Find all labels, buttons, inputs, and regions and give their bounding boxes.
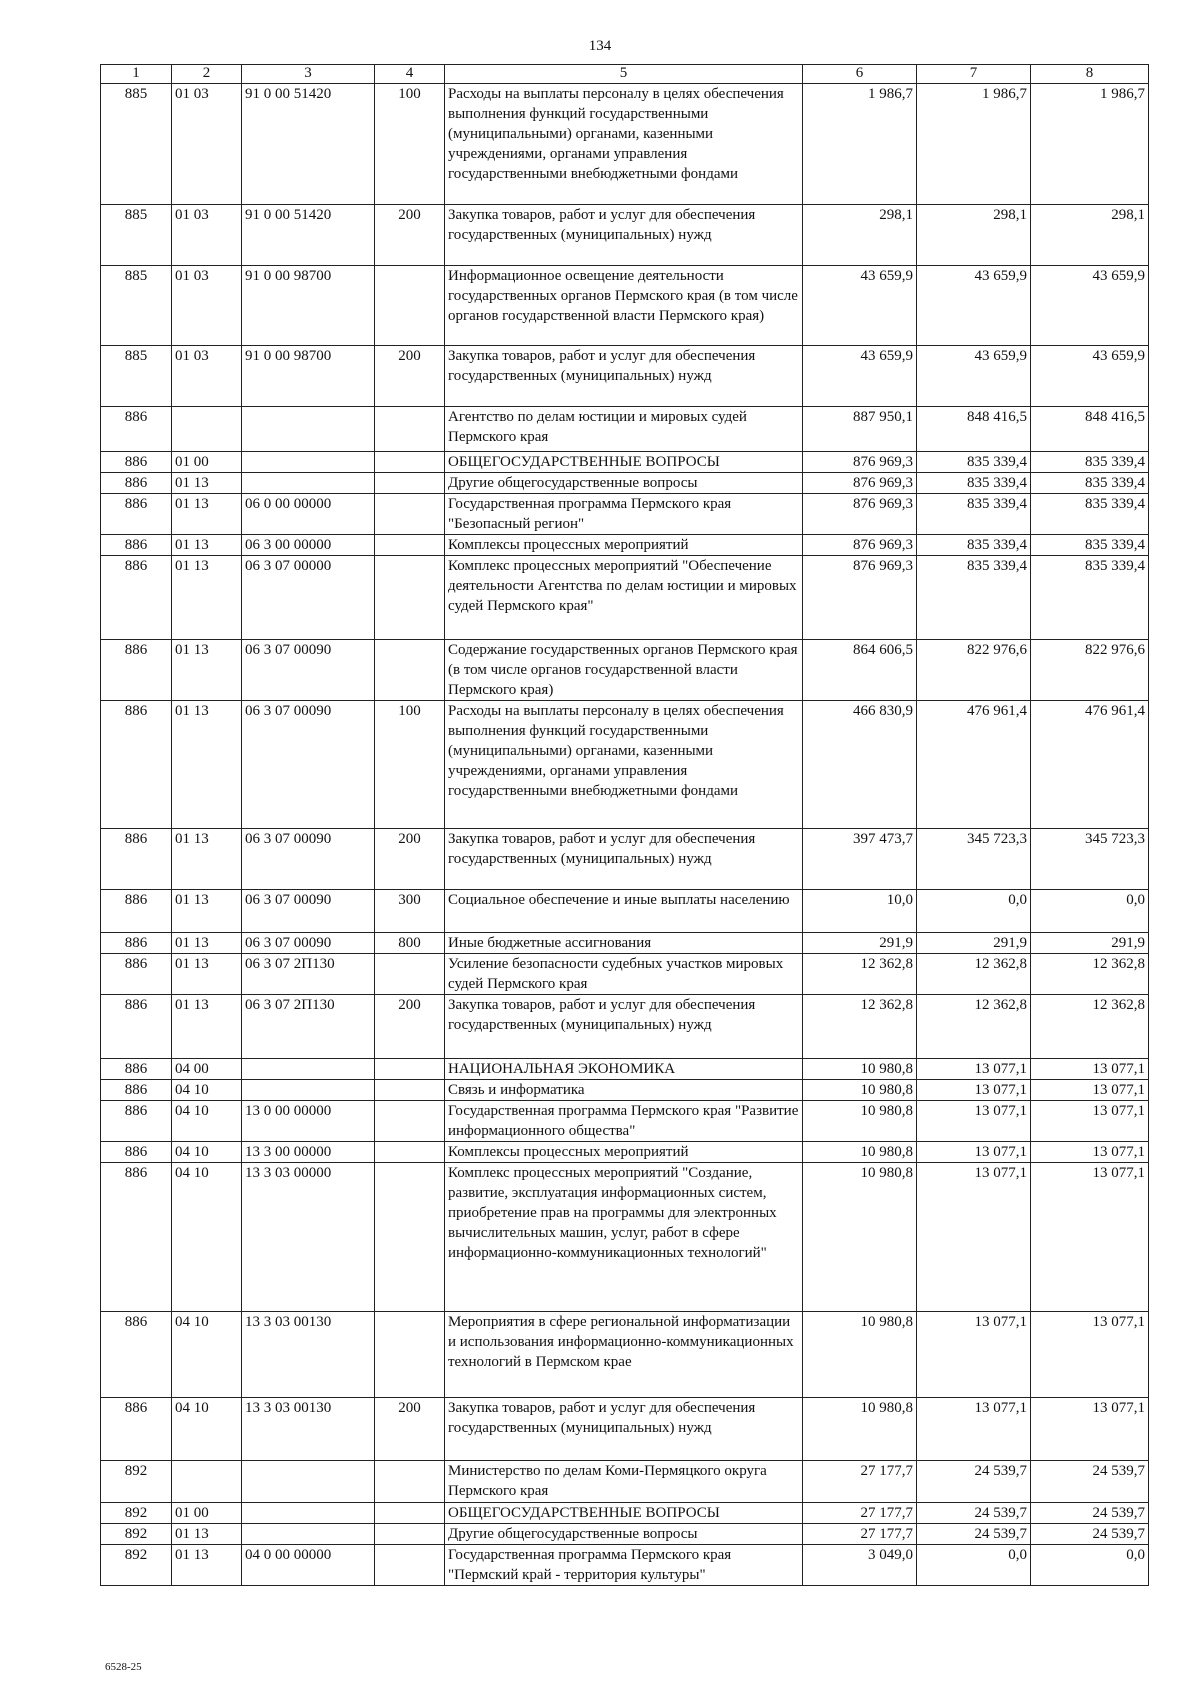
row-expense-type — [375, 954, 445, 995]
row-section-code: 01 13 — [172, 829, 242, 890]
page-number: 134 — [588, 38, 612, 54]
row-target-code — [242, 1524, 375, 1545]
row-description: Закупка товаров, работ и услуг для обеспечения государственных (муниципальных) нужд — [445, 1398, 803, 1461]
row-amount-col6: 10 980,8 — [803, 1398, 917, 1461]
row-description: Комплексы процессных мероприятий — [445, 1142, 803, 1163]
row-amount-col6: 298,1 — [803, 205, 917, 266]
row-expense-type: 100 — [375, 84, 445, 205]
row-amount-col6: 12 362,8 — [803, 995, 917, 1059]
row-expense-type — [375, 494, 445, 535]
row-expense-type: 200 — [375, 346, 445, 407]
row-description: Информационное освещение деятельности государственных органов Пермского края (в том числе органов государственной власти Пермского края) — [445, 266, 803, 346]
row-amount-col7: 835 339,4 — [917, 452, 1031, 473]
table-row — [101, 205, 1149, 266]
row-section-code: 01 13 — [172, 494, 242, 535]
row-target-code: 06 3 07 00090 — [242, 829, 375, 890]
row-amount-col7: 345 723,3 — [917, 829, 1031, 890]
table-row — [101, 535, 1149, 556]
row-description: НАЦИОНАЛЬНАЯ ЭКОНОМИКА — [445, 1059, 803, 1080]
row-expense-type — [375, 1101, 445, 1142]
row-description: Комплекс процессных мероприятий "Создание, развитие, эксплуатация информационных систем, приобретение прав на программы для электронных вычислительных машин, услуг, работ в сфере информационно-коммуникационных технологий" — [445, 1163, 803, 1312]
row-amount-col7: 0,0 — [917, 1545, 1031, 1586]
row-admin-code: 886 — [101, 933, 172, 954]
row-amount-col7: 24 539,7 — [917, 1461, 1031, 1503]
row-section-code: 01 03 — [172, 346, 242, 407]
table-row — [101, 266, 1149, 346]
row-section-code: 01 03 — [172, 205, 242, 266]
row-target-code: 06 3 07 2П130 — [242, 995, 375, 1059]
row-expense-type — [375, 640, 445, 701]
row-target-code — [242, 452, 375, 473]
table-row — [101, 1503, 1149, 1524]
row-amount-col8: 43 659,9 — [1031, 346, 1149, 407]
row-expense-type: 200 — [375, 829, 445, 890]
column-header: 2 — [172, 65, 242, 84]
row-amount-col8: 835 339,4 — [1031, 452, 1149, 473]
row-target-code — [242, 1503, 375, 1524]
row-amount-col7: 822 976,6 — [917, 640, 1031, 701]
table-row — [101, 1059, 1149, 1080]
table-row — [101, 1545, 1149, 1586]
row-admin-code: 885 — [101, 346, 172, 407]
row-target-code: 13 3 03 00000 — [242, 1163, 375, 1312]
column-header: 4 — [375, 65, 445, 84]
row-expense-type: 800 — [375, 933, 445, 954]
table-row — [101, 473, 1149, 494]
row-amount-col7: 12 362,8 — [917, 995, 1031, 1059]
row-admin-code: 886 — [101, 995, 172, 1059]
row-amount-col7: 12 362,8 — [917, 954, 1031, 995]
row-amount-col6: 27 177,7 — [803, 1461, 917, 1503]
row-amount-col6: 887 950,1 — [803, 407, 917, 452]
row-amount-col6: 876 969,3 — [803, 452, 917, 473]
row-description: Мероприятия в сфере региональной информатизации и использования информационно-коммуникационных технологий в Пермском крае — [445, 1312, 803, 1398]
row-amount-col8: 835 339,4 — [1031, 556, 1149, 640]
table-row — [101, 1524, 1149, 1545]
row-amount-col8: 12 362,8 — [1031, 954, 1149, 995]
row-section-code: 01 00 — [172, 1503, 242, 1524]
row-target-code — [242, 473, 375, 494]
row-description: Содержание государственных органов Пермского края (в том числе органов государственной власти Пермского края) — [445, 640, 803, 701]
table-row — [101, 829, 1149, 890]
row-admin-code: 886 — [101, 1142, 172, 1163]
row-description: Закупка товаров, работ и услуг для обеспечения государственных (муниципальных) нужд — [445, 995, 803, 1059]
row-amount-col7: 24 539,7 — [917, 1524, 1031, 1545]
row-target-code: 06 0 00 00000 — [242, 494, 375, 535]
row-target-code — [242, 407, 375, 452]
row-description: Другие общегосударственные вопросы — [445, 1524, 803, 1545]
row-expense-type — [375, 556, 445, 640]
row-amount-col6: 291,9 — [803, 933, 917, 954]
row-amount-col7: 43 659,9 — [917, 346, 1031, 407]
row-amount-col6: 10 980,8 — [803, 1080, 917, 1101]
row-admin-code: 886 — [101, 407, 172, 452]
row-section-code: 04 10 — [172, 1101, 242, 1142]
row-description: Закупка товаров, работ и услуг для обеспечения государственных (муниципальных) нужд — [445, 205, 803, 266]
row-description: Связь и информатика — [445, 1080, 803, 1101]
row-target-code: 04 0 00 00000 — [242, 1545, 375, 1586]
row-amount-col8: 13 077,1 — [1031, 1059, 1149, 1080]
row-amount-col6: 466 830,9 — [803, 701, 917, 829]
row-amount-col8: 835 339,4 — [1031, 494, 1149, 535]
row-amount-col7: 835 339,4 — [917, 473, 1031, 494]
row-target-code: 13 3 00 00000 — [242, 1142, 375, 1163]
row-target-code: 13 0 00 00000 — [242, 1101, 375, 1142]
row-target-code: 91 0 00 51420 — [242, 84, 375, 205]
table-row — [101, 995, 1149, 1059]
row-expense-type — [375, 452, 445, 473]
row-target-code: 91 0 00 51420 — [242, 205, 375, 266]
row-amount-col6: 43 659,9 — [803, 346, 917, 407]
column-header: 8 — [1031, 65, 1149, 84]
row-admin-code: 886 — [101, 1080, 172, 1101]
row-amount-col6: 43 659,9 — [803, 266, 917, 346]
row-target-code: 91 0 00 98700 — [242, 266, 375, 346]
row-amount-col6: 10 980,8 — [803, 1312, 917, 1398]
row-target-code — [242, 1080, 375, 1101]
row-expense-type — [375, 1312, 445, 1398]
row-amount-col6: 10 980,8 — [803, 1101, 917, 1142]
row-description: ОБЩЕГОСУДАРСТВЕННЫЕ ВОПРОСЫ — [445, 1503, 803, 1524]
row-description: Агентство по делам юстиции и мировых судей Пермского края — [445, 407, 803, 452]
row-section-code: 01 03 — [172, 266, 242, 346]
row-amount-col6: 10 980,8 — [803, 1163, 917, 1312]
row-amount-col8: 12 362,8 — [1031, 995, 1149, 1059]
row-section-code: 01 13 — [172, 535, 242, 556]
row-expense-type — [375, 1524, 445, 1545]
row-amount-col8: 13 077,1 — [1031, 1080, 1149, 1101]
row-amount-col6: 876 969,3 — [803, 473, 917, 494]
row-section-code: 01 13 — [172, 954, 242, 995]
row-target-code: 06 3 07 00090 — [242, 701, 375, 829]
row-amount-col6: 876 969,3 — [803, 556, 917, 640]
row-amount-col8: 822 976,6 — [1031, 640, 1149, 701]
row-amount-col8: 291,9 — [1031, 933, 1149, 954]
row-expense-type — [375, 1080, 445, 1101]
row-amount-col6: 10 980,8 — [803, 1142, 917, 1163]
row-amount-col8: 24 539,7 — [1031, 1524, 1149, 1545]
row-admin-code: 886 — [101, 829, 172, 890]
row-amount-col6: 12 362,8 — [803, 954, 917, 995]
row-admin-code: 885 — [101, 266, 172, 346]
row-description: Расходы на выплаты персоналу в целях обеспечения выполнения функций государственными (муниципальными) органами, казенными учреждениями, органами управления государственными внебюджетными фондами — [445, 84, 803, 205]
row-target-code: 06 3 07 2П130 — [242, 954, 375, 995]
document-code: 6528-25 — [105, 1661, 142, 1673]
row-section-code: 04 00 — [172, 1059, 242, 1080]
row-amount-col8: 24 539,7 — [1031, 1503, 1149, 1524]
row-expense-type: 200 — [375, 995, 445, 1059]
table-row — [101, 84, 1149, 205]
row-amount-col6: 10 980,8 — [803, 1059, 917, 1080]
row-expense-type — [375, 1059, 445, 1080]
row-amount-col6: 10,0 — [803, 890, 917, 933]
row-amount-col8: 24 539,7 — [1031, 1461, 1149, 1503]
row-admin-code: 886 — [101, 1312, 172, 1398]
row-target-code: 06 3 07 00090 — [242, 640, 375, 701]
column-header: 5 — [445, 65, 803, 84]
row-amount-col7: 13 077,1 — [917, 1163, 1031, 1312]
row-expense-type — [375, 535, 445, 556]
table-row — [101, 954, 1149, 995]
row-amount-col8: 13 077,1 — [1031, 1142, 1149, 1163]
row-section-code: 04 10 — [172, 1398, 242, 1461]
table-row — [101, 346, 1149, 407]
row-amount-col8: 13 077,1 — [1031, 1398, 1149, 1461]
row-section-code: 01 13 — [172, 890, 242, 933]
row-amount-col7: 13 077,1 — [917, 1312, 1031, 1398]
column-header: 1 — [101, 65, 172, 84]
row-admin-code: 885 — [101, 205, 172, 266]
row-admin-code: 886 — [101, 954, 172, 995]
row-description: Другие общегосударственные вопросы — [445, 473, 803, 494]
row-section-code — [172, 1461, 242, 1503]
row-target-code — [242, 1461, 375, 1503]
row-amount-col6: 3 049,0 — [803, 1545, 917, 1586]
row-section-code: 04 10 — [172, 1163, 242, 1312]
row-section-code: 01 03 — [172, 84, 242, 205]
row-description: Социальное обеспечение и иные выплаты населению — [445, 890, 803, 933]
row-amount-col7: 835 339,4 — [917, 535, 1031, 556]
row-admin-code: 886 — [101, 1163, 172, 1312]
row-expense-type — [375, 1163, 445, 1312]
row-description: ОБЩЕГОСУДАРСТВЕННЫЕ ВОПРОСЫ — [445, 452, 803, 473]
row-description: Государственная программа Пермского края "Развитие информационного общества" — [445, 1101, 803, 1142]
row-admin-code: 886 — [101, 473, 172, 494]
row-amount-col8: 298,1 — [1031, 205, 1149, 266]
row-amount-col7: 1 986,7 — [917, 84, 1031, 205]
row-section-code: 04 10 — [172, 1142, 242, 1163]
column-header: 7 — [917, 65, 1031, 84]
row-section-code: 01 13 — [172, 933, 242, 954]
row-expense-type: 100 — [375, 701, 445, 829]
row-target-code: 13 3 03 00130 — [242, 1312, 375, 1398]
row-amount-col7: 291,9 — [917, 933, 1031, 954]
row-description: Иные бюджетные ассигнования — [445, 933, 803, 954]
row-amount-col7: 13 077,1 — [917, 1398, 1031, 1461]
row-description: Усиление безопасности судебных участков мировых судей Пермского края — [445, 954, 803, 995]
row-amount-col8: 0,0 — [1031, 890, 1149, 933]
row-amount-col6: 27 177,7 — [803, 1503, 917, 1524]
row-description: Государственная программа Пермского края "Пермский край - территория культуры" — [445, 1545, 803, 1586]
row-amount-col6: 1 986,7 — [803, 84, 917, 205]
row-amount-col7: 835 339,4 — [917, 556, 1031, 640]
row-description: Государственная программа Пермского края "Безопасный регион" — [445, 494, 803, 535]
column-header: 6 — [803, 65, 917, 84]
row-description: Закупка товаров, работ и услуг для обеспечения государственных (муниципальных) нужд — [445, 346, 803, 407]
row-admin-code: 886 — [101, 1059, 172, 1080]
row-amount-col8: 476 961,4 — [1031, 701, 1149, 829]
row-target-code: 06 3 00 00000 — [242, 535, 375, 556]
row-amount-col8: 345 723,3 — [1031, 829, 1149, 890]
row-description: Комплексы процессных мероприятий — [445, 535, 803, 556]
row-amount-col8: 835 339,4 — [1031, 535, 1149, 556]
table-row — [101, 1461, 1149, 1503]
row-amount-col6: 876 969,3 — [803, 535, 917, 556]
table-row — [101, 701, 1149, 829]
row-admin-code: 892 — [101, 1461, 172, 1503]
column-number-row — [101, 65, 1149, 84]
row-expense-type — [375, 1142, 445, 1163]
row-amount-col7: 0,0 — [917, 890, 1031, 933]
row-amount-col8: 43 659,9 — [1031, 266, 1149, 346]
row-expense-type: 200 — [375, 1398, 445, 1461]
row-section-code: 04 10 — [172, 1312, 242, 1398]
row-amount-col7: 13 077,1 — [917, 1142, 1031, 1163]
row-expense-type — [375, 1503, 445, 1524]
table-row — [101, 1312, 1149, 1398]
row-amount-col7: 24 539,7 — [917, 1503, 1031, 1524]
row-amount-col7: 13 077,1 — [917, 1101, 1031, 1142]
row-target-code: 06 3 07 00090 — [242, 890, 375, 933]
row-section-code: 01 13 — [172, 701, 242, 829]
table-row — [101, 452, 1149, 473]
row-amount-col8: 13 077,1 — [1031, 1163, 1149, 1312]
table-row — [101, 1080, 1149, 1101]
row-description: Закупка товаров, работ и услуг для обеспечения государственных (муниципальных) нужд — [445, 829, 803, 890]
row-amount-col7: 835 339,4 — [917, 494, 1031, 535]
row-target-code: 13 3 03 00130 — [242, 1398, 375, 1461]
row-expense-type — [375, 473, 445, 494]
row-amount-col7: 43 659,9 — [917, 266, 1031, 346]
row-admin-code: 886 — [101, 640, 172, 701]
row-admin-code: 886 — [101, 494, 172, 535]
row-description: Министерство по делам Коми-Пермяцкого округа Пермского края — [445, 1461, 803, 1503]
column-header: 3 — [242, 65, 375, 84]
row-target-code — [242, 1059, 375, 1080]
row-expense-type — [375, 266, 445, 346]
table-row — [101, 640, 1149, 701]
row-amount-col8: 835 339,4 — [1031, 473, 1149, 494]
row-admin-code: 885 — [101, 84, 172, 205]
row-admin-code: 892 — [101, 1545, 172, 1586]
row-admin-code: 886 — [101, 556, 172, 640]
row-description: Расходы на выплаты персоналу в целях обеспечения выполнения функций государственными (муниципальными) органами, казенными учреждениями, органами управления государственными внебюджетными фондами — [445, 701, 803, 829]
row-section-code: 04 10 — [172, 1080, 242, 1101]
row-section-code: 01 13 — [172, 640, 242, 701]
row-amount-col7: 848 416,5 — [917, 407, 1031, 452]
budget-table — [100, 64, 1149, 1586]
row-expense-type: 200 — [375, 205, 445, 266]
row-amount-col7: 476 961,4 — [917, 701, 1031, 829]
row-section-code — [172, 407, 242, 452]
row-description: Комплекс процессных мероприятий "Обеспечение деятельности Агентства по делам юстиции и мировых судей Пермского края" — [445, 556, 803, 640]
row-admin-code: 886 — [101, 890, 172, 933]
row-section-code: 01 13 — [172, 995, 242, 1059]
table-row — [101, 1142, 1149, 1163]
row-section-code: 01 00 — [172, 452, 242, 473]
table-row — [101, 1163, 1149, 1312]
row-amount-col8: 13 077,1 — [1031, 1101, 1149, 1142]
row-admin-code: 892 — [101, 1503, 172, 1524]
row-expense-type — [375, 1545, 445, 1586]
row-expense-type — [375, 1461, 445, 1503]
table-row — [101, 1101, 1149, 1142]
row-admin-code: 886 — [101, 452, 172, 473]
row-amount-col6: 864 606,5 — [803, 640, 917, 701]
row-expense-type: 300 — [375, 890, 445, 933]
row-amount-col7: 13 077,1 — [917, 1080, 1031, 1101]
row-amount-col6: 27 177,7 — [803, 1524, 917, 1545]
row-amount-col8: 13 077,1 — [1031, 1312, 1149, 1398]
row-target-code: 06 3 07 00000 — [242, 556, 375, 640]
table-row — [101, 1398, 1149, 1461]
row-amount-col8: 1 986,7 — [1031, 84, 1149, 205]
row-amount-col8: 0,0 — [1031, 1545, 1149, 1586]
row-admin-code: 892 — [101, 1524, 172, 1545]
row-target-code: 06 3 07 00090 — [242, 933, 375, 954]
table-row — [101, 407, 1149, 452]
row-amount-col6: 397 473,7 — [803, 829, 917, 890]
row-amount-col6: 876 969,3 — [803, 494, 917, 535]
row-section-code: 01 13 — [172, 473, 242, 494]
row-admin-code: 886 — [101, 701, 172, 829]
table-row — [101, 890, 1149, 933]
row-section-code: 01 13 — [172, 1545, 242, 1586]
row-expense-type — [375, 407, 445, 452]
row-section-code: 01 13 — [172, 556, 242, 640]
row-target-code: 91 0 00 98700 — [242, 346, 375, 407]
table-row — [101, 494, 1149, 535]
row-amount-col8: 848 416,5 — [1031, 407, 1149, 452]
table-row — [101, 556, 1149, 640]
row-admin-code: 886 — [101, 1101, 172, 1142]
row-amount-col7: 298,1 — [917, 205, 1031, 266]
row-admin-code: 886 — [101, 535, 172, 556]
row-admin-code: 886 — [101, 1398, 172, 1461]
row-section-code: 01 13 — [172, 1524, 242, 1545]
row-amount-col7: 13 077,1 — [917, 1059, 1031, 1080]
table-row — [101, 933, 1149, 954]
